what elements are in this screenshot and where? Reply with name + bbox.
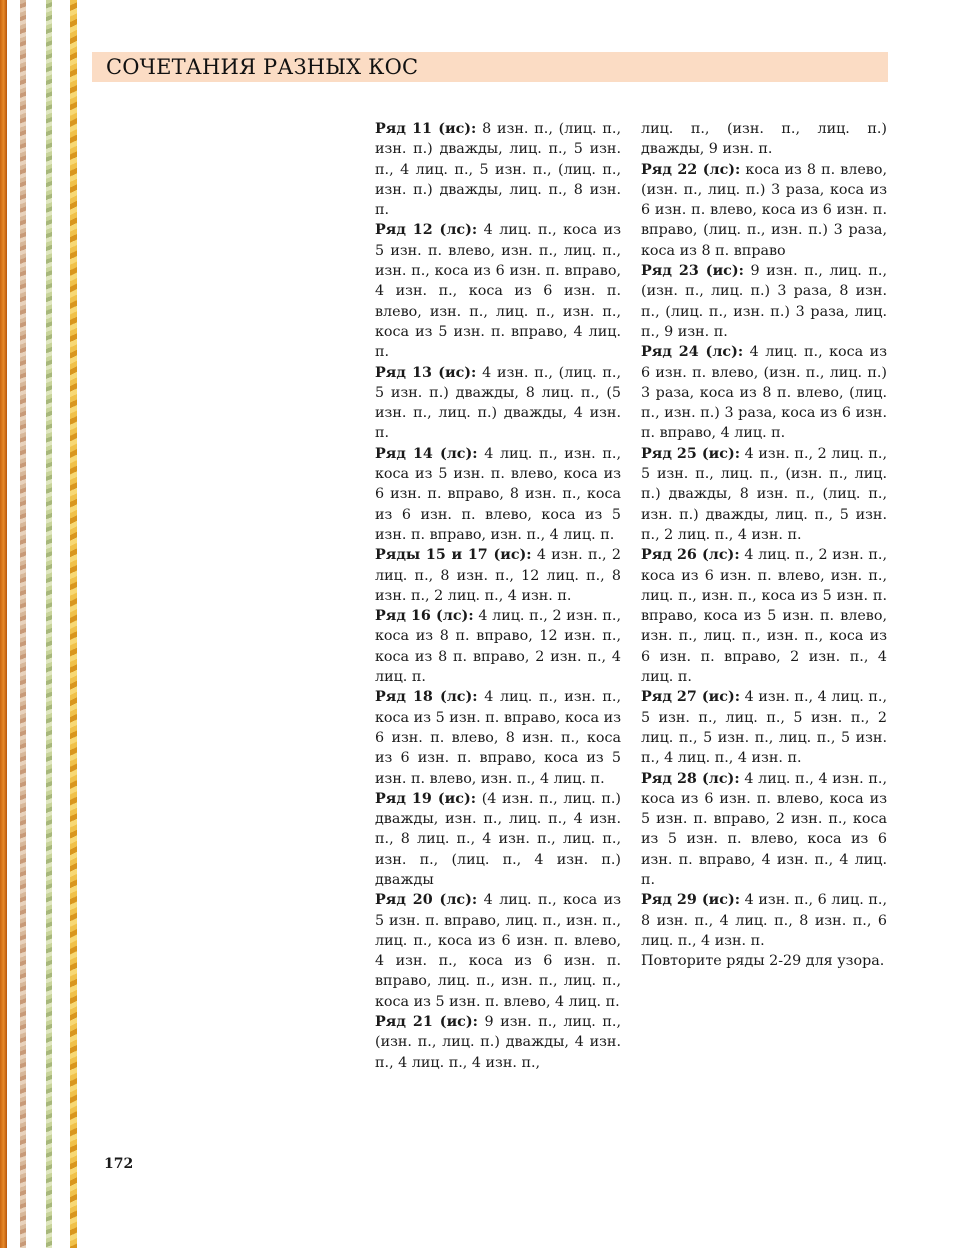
page-title: СОЧЕТАНИЯ РАЗНЫХ КОС [106, 55, 419, 79]
row-entry: Ряд 24 (лс): 4 лиц. п., коса из 6 изн. п. влево, (изн. п., лиц. п.) 3 раза, коса из 8 п. влево, (лиц. п., изн. п.) 3 раза, коса из 6 изн. п. вправо, 4 лиц. п. [641, 344, 887, 442]
row-entry: Ряд 25 (ис): 4 изн. п., 2 лиц. п., 5 изн. п., лиц. п., (изн. п., лиц. п.) дважды, 8 изн. п., (лиц. п., изн. п.) дважды, лиц. п., 5 изн. п., 2 лиц. п., 4 изн. п. [641, 445, 888, 543]
decorative-cord-gold [70, 0, 77, 1248]
decorative-cord-green [46, 0, 52, 1248]
row-entry: Ряд 20 (лс): 4 лиц. п., коса из 5 изн. п. вправо, лиц. п., изн. п., лиц. п., коса из 6 изн. п. влево, 4 изн. п., коса из 6 изн. п. вправо, лиц. п., изн. п., лиц. п., коса из 5 изн. п. влево, 4 лиц. п. [375, 892, 621, 1010]
row-entry: Ряд 11 (ис): 8 изн. п., (лиц. п., изн. п.) дважды, лиц. п., 5 изн. п., 4 лиц. п., 5 изн. п., (лиц. п., изн. п.) дважды, лиц. п., 8 изн. п. [375, 121, 622, 219]
row-entry: Ряды 15 и 17 (ис): 4 изн. п., 2 лиц. п., 8 изн. п., 12 лиц. п., 8 изн. п., 2 лиц. п., 4 изн. п. [375, 547, 621, 604]
page-number: 172 [104, 1156, 134, 1172]
row-entry: Ряд 21 (ис): 9 изн. п., лиц. п., (изн. п., лиц. п.) дважды, 4 изн. п., 4 лиц. п., 4 изн. п., [375, 1014, 622, 1071]
row-entry: Ряд 26 (лс): 4 лиц. п., 2 изн. п., коса из 6 изн. п. влево, изн. п., лиц. п., изн. п., коса из 5 изн. п. вправо, коса из 5 изн. п. влево, изн. п., лиц. п., изн. п., коса из 6 изн. п. вправо, 2 изн. п., 4 лиц. п. [641, 547, 887, 686]
left-column [375, 119, 621, 1073]
repeat-instruction: Повторите ряды 2-29 для узора. [641, 953, 885, 970]
row-entry: Ряд 22 (лс): коса из 8 п. влево, (изн. п., лиц. п.) 3 раза, коса из 6 изн. п. влево, коса из 6 изн. п. вправо, (лиц. п., изн. п.) 3 раза, коса из 8 п. вправо [641, 161, 887, 259]
row-entry: Ряд 27 (ис): 4 изн. п., 4 лиц. п., 5 изн. п., лиц. п., 5 изн. п., 2 лиц. п., 5 изн. п., лиц. п., 5 изн. п., 4 лиц. п., 4 изн. п. [641, 689, 888, 767]
row-entry: Ряд 16 (лс): 4 лиц. п., 2 изн. п., коса из 8 п. вправо, 12 изн. п., коса из 8 п. вправо, 2 изн. п., 4 лиц. п. [375, 608, 621, 686]
row-entry: Ряд 18 (лс): 4 лиц. п., изн. п., коса из 5 изн. п. вправо, коса из 6 изн. п. влево, 8 изн. п., коса из 6 изн. п. вправо, коса из 5 изн. п. влево, изн. п., 4 лиц. п. [375, 689, 621, 787]
row-entry: Ряд 19 (ис): (4 изн. п., лиц. п.) дважды, изн. п., лиц. п., 4 изн. п., 8 лиц. п., 4 изн. п., лиц. п., изн. п., (лиц. п., 4 изн. п.) дважды [375, 790, 621, 888]
row-entry: Ряд 29 (ис): 4 изн. п., 6 лиц. п., 8 изн. п., 4 лиц. п., 8 изн. п., 6 лиц. п., 4 изн. п. [641, 892, 888, 949]
decorative-cord-orange [0, 0, 7, 1248]
right-column [641, 119, 887, 971]
row-continuation: лиц. п., (изн. п., лиц. п.) дважды, 9 изн. п. [641, 121, 887, 158]
row-entry: Ряд 23 (ис): 9 изн. п., лиц. п., (изн. п., лиц. п.) 3 раза, 8 изн. п., (лиц. п., изн. п.) 3 раза, лиц. п., 9 изн. п. [641, 263, 888, 340]
row-entry: Ряд 12 (лс): 4 лиц. п., коса из 5 изн. п. влево, изн. п., лиц. п., изн. п., коса из 6 изн. п. вправо, 4 изн. п., коса из 6 изн. п. влево, изн. п., лиц. п., изн. п., коса из 5 изн. п. вправо, 4 лиц. п. [375, 222, 621, 361]
decorative-cord-beige [20, 0, 26, 1248]
row-entry: Ряд 13 (ис): 4 изн. п., (лиц. п., 5 изн. п.) дважды, 8 лиц. п., (5 изн. п., лиц. п.) дважды, 4 изн. п. [375, 364, 622, 442]
row-entry: Ряд 14 (лс): 4 лиц. п., изн. п., коса из 5 изн. п. влево, коса из 6 изн. п. вправо, 8 изн. п., коса из 6 изн. п. влево, коса из 5 изн. п. вправо, изн. п., 4 лиц. п. [375, 445, 621, 543]
row-entry: Ряд 28 (лс): 4 лиц. п., 4 изн. п., коса из 6 изн. п. влево, коса из 5 изн. п. вправо, 2 изн. п., коса из 5 изн. п. влево, коса из 6 изн. п. вправо, 4 изн. п., 4 лиц. п. [641, 770, 887, 888]
